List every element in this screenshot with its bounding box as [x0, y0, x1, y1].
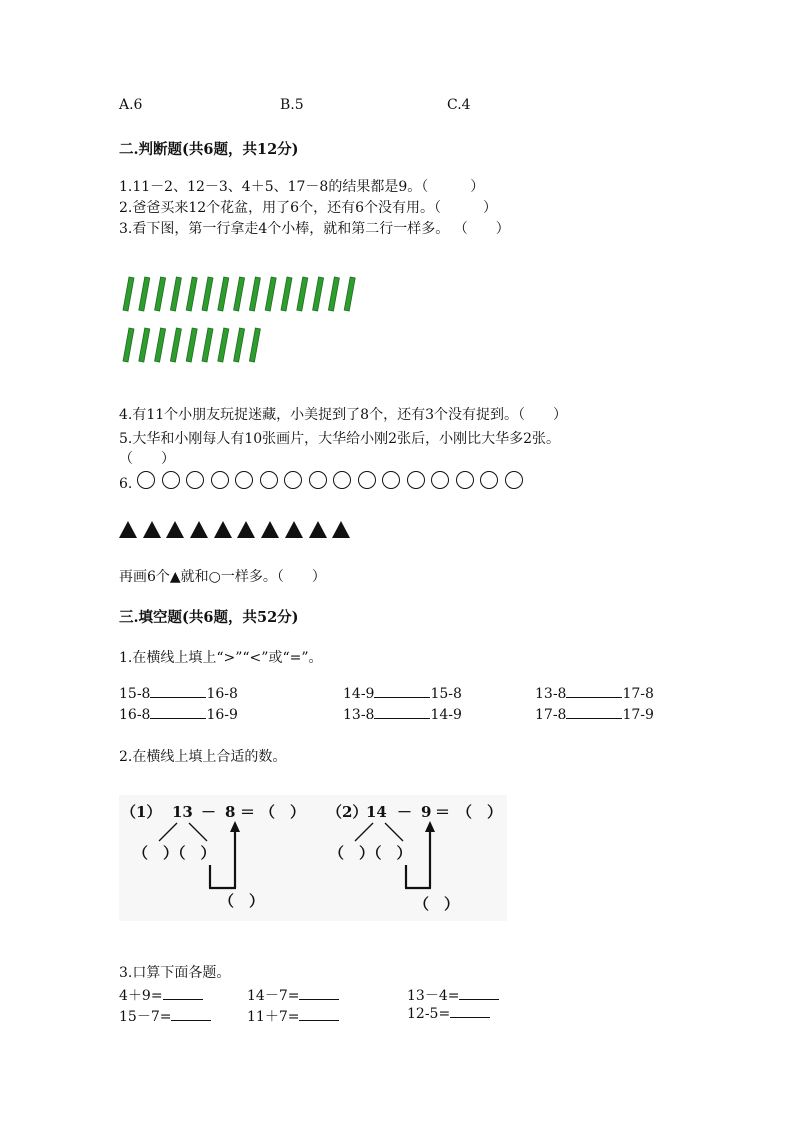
stick	[218, 328, 229, 362]
compare-right: 16-9	[206, 707, 238, 723]
diagram-label: （2）	[327, 803, 368, 821]
diagram-split-parens: （ ）（ ）	[133, 844, 216, 862]
stick	[186, 277, 197, 311]
diagram-minuend: 14	[366, 803, 387, 821]
compare-left: 16-8	[119, 707, 151, 723]
circle-shape	[235, 471, 253, 489]
triangle-row	[119, 521, 356, 542]
stick	[155, 277, 166, 311]
answer-blank[interactable]	[299, 999, 339, 1000]
diagram-minus: －	[397, 803, 413, 821]
circle-shape	[505, 471, 523, 489]
answer-blank[interactable]	[171, 1020, 211, 1021]
mental-expr: 12-5=	[407, 1006, 451, 1022]
judge-q6-label: 6.	[119, 476, 133, 492]
circle-shape	[137, 471, 155, 489]
mental-expr: 15－7=	[119, 1009, 172, 1025]
triangle-shape	[143, 521, 161, 538]
circle-shape	[358, 471, 376, 489]
triangle-shape	[214, 521, 232, 538]
diagram-equals: ＝	[240, 803, 256, 821]
fill-q1-title: 1.在横线上填上“>”“<”或“=”。	[119, 650, 323, 666]
stick	[123, 328, 134, 362]
section3-title: 三.填空题(共6题，共52分)	[119, 609, 299, 626]
compare-left: 13-8	[343, 707, 375, 723]
sticks-row-1	[119, 276, 359, 312]
stick	[297, 277, 308, 311]
judge-q4: 4.有11个小朋友玩捉迷藏，小美捉到了8个，还有3个没有捉到。（ ）	[119, 407, 567, 423]
diagram-subtrahend: 8	[225, 803, 236, 821]
circle-shape	[309, 471, 327, 489]
diagram-answer-paren: （ ）	[457, 803, 503, 821]
stick	[281, 277, 292, 311]
stick	[234, 277, 245, 311]
circle-shape	[186, 471, 204, 489]
mental-item	[407, 985, 499, 1005]
answer-blank[interactable]	[150, 697, 206, 698]
answer-blank[interactable]	[450, 1017, 490, 1018]
diagram-right	[327, 803, 502, 913]
circle-shape	[480, 471, 498, 489]
diagram-subtrahend: 9	[421, 803, 432, 821]
answer-blank[interactable]	[163, 999, 203, 1000]
stick	[123, 277, 134, 311]
stick	[234, 328, 245, 362]
stick	[155, 328, 166, 362]
compare-item	[343, 686, 462, 702]
compare-item	[343, 707, 462, 723]
fill-q3-title: 3.口算下面各题。	[119, 965, 231, 981]
answer-blank[interactable]	[150, 718, 206, 719]
circle-shape	[211, 471, 229, 489]
mental-expr: 14－7=	[247, 988, 300, 1004]
answer-blank[interactable]	[374, 697, 430, 698]
mental-expr: 4＋9=	[119, 988, 163, 1004]
circle-shape	[260, 471, 278, 489]
stick	[344, 277, 355, 311]
circle-shape	[284, 471, 302, 489]
judge-q5-paren: （ ）	[119, 451, 175, 467]
compare-left: 14-9	[343, 686, 375, 702]
mental-item	[407, 1006, 490, 1022]
stick	[170, 328, 181, 362]
compare-right: 14-9	[430, 707, 462, 723]
diagram-equals: ＝	[435, 803, 451, 821]
diagram-bottom-paren: （ ）	[219, 892, 265, 910]
triangle-shape	[166, 521, 184, 538]
compare-right: 16-8	[206, 686, 238, 702]
stick	[313, 277, 324, 311]
choice-a: A.6	[119, 97, 143, 113]
compare-right: 15-8	[430, 686, 462, 702]
compare-right: 17-8	[622, 686, 654, 702]
circle-shape	[456, 471, 474, 489]
stick	[265, 277, 276, 311]
diagram-bottom-paren: （ ）	[414, 895, 460, 913]
circle-shape	[407, 471, 425, 489]
stick	[218, 277, 229, 311]
stick	[186, 328, 197, 362]
diagram-split-parens: （ ）（ ）	[329, 844, 412, 862]
diagram-left	[121, 803, 305, 910]
diagram-label: （1）	[121, 803, 162, 821]
circle-row	[137, 471, 529, 489]
answer-blank[interactable]	[459, 999, 499, 1000]
triangle-shape	[261, 521, 279, 538]
mental-expr: 11＋7=	[247, 1009, 300, 1025]
choice-b: B.5	[280, 97, 304, 113]
stick	[202, 328, 213, 362]
diagram-answer-paren: （ ）	[260, 803, 306, 821]
compare-left: 15-8	[119, 686, 151, 702]
compare-left: 17-8	[535, 707, 567, 723]
compare-left: 13-8	[535, 686, 567, 702]
stick	[328, 277, 339, 311]
circle-shape	[333, 471, 351, 489]
stick	[249, 328, 260, 362]
answer-blank[interactable]	[299, 1020, 339, 1021]
answer-blank[interactable]	[374, 718, 430, 719]
judge-q5: 5.大华和小刚每人有10张画片，大华给小刚2张后，小刚比大华多2张。	[119, 431, 560, 447]
mental-item	[119, 985, 203, 1005]
judge-q3: 3.看下图，第一行拿走4个小棒，就和第二行一样多。 （ ）	[119, 221, 510, 237]
triangle-shape	[285, 521, 303, 538]
triangle-shape	[237, 521, 255, 538]
decomposition-diagram	[119, 795, 507, 921]
answer-blank[interactable]	[566, 697, 622, 698]
mental-item	[247, 985, 339, 1005]
answer-blank[interactable]	[566, 718, 622, 719]
stick	[170, 277, 181, 311]
stick	[139, 328, 150, 362]
compare-item	[119, 707, 238, 723]
fill-q2-title: 2.在横线上填上合适的数。	[119, 749, 287, 765]
circle-shape	[382, 471, 400, 489]
judge-q6-text: 再画6个▲就和○一样多。（ ）	[119, 569, 326, 585]
mental-item	[119, 1006, 211, 1026]
diagram-minuend: 13	[172, 803, 193, 821]
compare-item	[119, 686, 238, 702]
stick	[202, 277, 213, 311]
mental-expr: 13－4=	[407, 988, 460, 1004]
section2-title: 二.判断题(共6题，共12分)	[119, 141, 299, 158]
diagram-minus: －	[201, 803, 217, 821]
triangle-shape	[309, 521, 327, 538]
mental-item	[247, 1006, 339, 1026]
sticks-row-2	[119, 327, 269, 363]
circle-shape	[431, 471, 449, 489]
choice-c: C.4	[447, 97, 471, 113]
compare-right: 17-9	[622, 707, 654, 723]
compare-item	[535, 707, 654, 723]
stick	[249, 277, 260, 311]
circle-shape	[162, 471, 180, 489]
judge-q1: 1.11－2、12－3、4＋5、17－8的结果都是9。（ ）	[119, 179, 485, 195]
compare-item	[535, 686, 654, 702]
stick	[139, 277, 150, 311]
triangle-shape	[332, 521, 350, 538]
triangle-shape	[119, 521, 137, 538]
judge-q2: 2.爸爸买来12个花盆，用了6个，还有6个没有用。（ ）	[119, 200, 497, 216]
triangle-shape	[190, 521, 208, 538]
